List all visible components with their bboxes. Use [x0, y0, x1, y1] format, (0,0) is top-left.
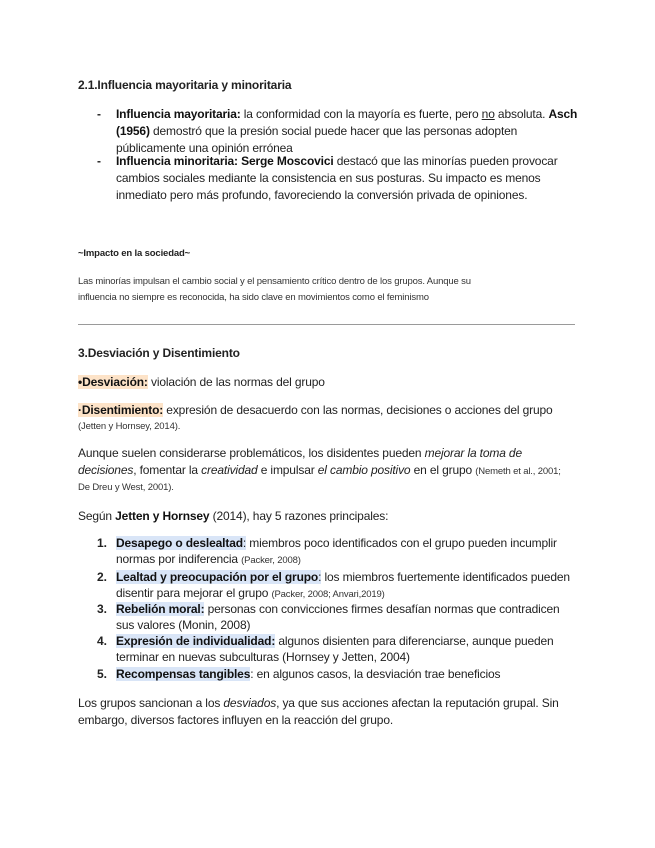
paragraph-line [78, 696, 559, 711]
list-item-line [116, 586, 385, 602]
definition-disentimiento [78, 403, 553, 418]
author: Asch [548, 107, 578, 121]
list-item-line: terminar en nuevas subculturas (Hornsey y Jetten, 2004) [116, 650, 410, 664]
citation: (Packer, 2008; Anvari,2019) [271, 589, 385, 600]
italic-text: decisiones [78, 463, 134, 477]
list-item [116, 570, 570, 585]
highlighted-term: Desapego o deslealtad [116, 536, 243, 550]
list-item-line: públicamente una opinión errónea [116, 141, 293, 155]
list-number: 2. [97, 570, 108, 584]
year: (1956) [116, 124, 150, 138]
list-item-line [116, 552, 301, 568]
text: los miembros fuertemente identificados pueden [321, 570, 570, 584]
paragraph-line: Las minorías impulsan el cambio social y el pensamiento crítico dentro de los grupos. Aunque su [78, 276, 471, 287]
highlighted-term [78, 403, 163, 417]
list-item [116, 536, 557, 551]
text: disentir para mejorar el grupo [116, 586, 272, 600]
text: , ya que sus acciones afectan la reputación grupal. Sin [276, 696, 559, 710]
list-item [116, 667, 500, 682]
paragraph-line: influencia no siempre es reconocida, ha sido clave en movimientos como el feminismo [78, 292, 429, 303]
italic-text: creatividad [201, 463, 258, 477]
bullet: · [78, 403, 82, 417]
list-item [116, 154, 558, 169]
citation: De Dreu y West, 2001). [78, 482, 174, 493]
text: absoluta. [494, 107, 549, 121]
citation: (Jetten y Hornsey, 2014). [78, 421, 181, 432]
subheading: ~Impacto en la sociedad~ [78, 248, 191, 259]
text: (2014), hay 5 razones principales: [209, 509, 389, 523]
separator: : [318, 570, 322, 584]
text: en algunos casos, la desviación trae beneficios [253, 667, 501, 681]
citation: (Packer, 2008) [241, 555, 301, 566]
list-item-line: cambios sociales mediante la consistencia en sus posturas. Su impacto es menos [116, 171, 541, 185]
list-item [116, 107, 577, 122]
paragraph-line: embargo, diversos factores influyen en la reacción del grupo. [78, 713, 394, 727]
list-number: 1. [97, 536, 108, 550]
underlined-text: no [481, 107, 495, 121]
paragraph-line [78, 509, 388, 524]
citation: (Nemeth et al., 2001; [475, 466, 561, 477]
highlighted-term: Recompensas tangibles [116, 667, 251, 681]
italic-text: desviados [223, 696, 277, 710]
separator: : [242, 536, 247, 550]
text: , fomentar la [133, 463, 202, 477]
text: expresión de desacuerdo con las normas, decisiones o acciones del grupo [163, 403, 553, 417]
dash-marker: - [97, 107, 101, 121]
text: personas con convicciones firmes desafían normas que contradicen [204, 602, 560, 616]
paragraph-line [78, 446, 522, 461]
list-item-line: inmediato pero más profundo, favoreciendo la conversión privada de opiniones. [116, 188, 528, 202]
highlighted-term: Lealtad y preocupación por el grupo [116, 570, 319, 584]
term: Desviación: [82, 375, 148, 389]
definition-desviacion [78, 375, 325, 390]
list-number: 4. [97, 634, 108, 648]
term: Influencia mayoritaria: [116, 107, 241, 121]
paragraph-line [78, 463, 561, 479]
list-number: 3. [97, 602, 108, 616]
list-number: 5. [97, 667, 108, 681]
list-item [116, 602, 560, 617]
highlighted-term [78, 375, 148, 389]
text: la conformidad con la mayoría es fuerte, pero [240, 107, 482, 121]
highlighted-term: Rebelión moral: [116, 602, 205, 616]
text: Aunque suelen considerarse problemáticos, los disidentes pueden [78, 446, 425, 460]
horizontal-divider [78, 324, 575, 325]
text: normas por indiferencia [116, 552, 242, 566]
italic-text: el cambio positivo [317, 463, 411, 477]
term: Influencia minoritaria: Serge Moscovici [116, 154, 334, 168]
dash-marker: - [97, 154, 101, 168]
text: demostró que la presión social puede hacer que las personas adopten [149, 124, 518, 138]
separator: : [250, 667, 254, 681]
text: Según [78, 509, 116, 523]
highlighted-term: Expresión de individualidad: [116, 634, 276, 648]
text: destacó que las minorías pueden provocar [333, 154, 558, 168]
list-item-line [116, 124, 517, 139]
text: en el grupo [410, 463, 476, 477]
list-item-line: sus valores (Monin, 2008) [116, 618, 251, 632]
text: violación de las normas del grupo [147, 375, 325, 389]
text: e impulsar [257, 463, 318, 477]
bullet: • [78, 375, 83, 389]
list-item [116, 634, 554, 649]
section-heading: 3.Desviación y Disentimiento [78, 346, 240, 360]
text: Los grupos sancionan a los [78, 696, 224, 710]
text: miembros poco identificados con el grupo pueden incumplir [246, 536, 557, 550]
term: Disentimiento: [81, 403, 164, 417]
section-heading: 2.1.Influencia mayoritaria y minoritaria [78, 78, 292, 92]
text: algunos disienten para diferenciarse, aunque pueden [275, 634, 554, 648]
italic-text: mejorar la toma de [424, 446, 522, 460]
authors: Jetten y Hornsey [115, 509, 210, 523]
